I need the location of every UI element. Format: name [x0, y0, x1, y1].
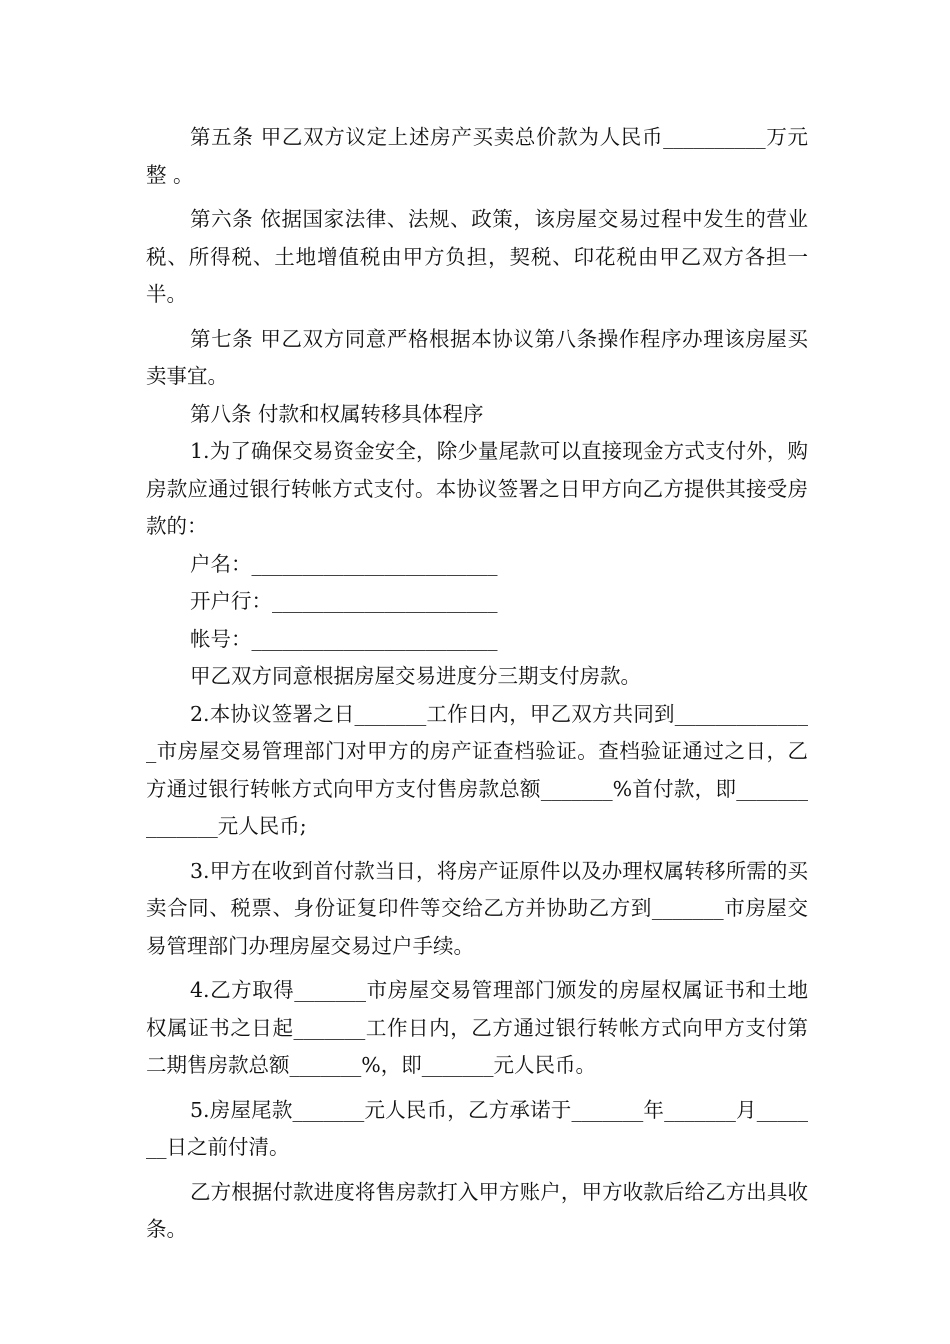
document-page — [146, 119, 808, 1249]
account-name-line: 户名：________________________ — [190, 551, 498, 576]
article-8-item-3: 3.甲方在收到首付款当日，将房产证原件以及办理权属转移所需的买卖合同、税票、身份证复印件等交给乙方并协助乙方到_______市房屋交易管理部门办理房屋交易过户手续。 — [146, 858, 808, 958]
article-8-item-1: 1.为了确保交易资金安全，除少量尾款可以直接现金方式支付外，购房款应通过银行转帐方式支付。本协议签署之日甲方向乙方提供其接受房款的： — [146, 439, 808, 538]
article-8-heading: 第八条 付款和权属转移具体程序 — [190, 401, 484, 426]
article-5: 第五条 甲乙双方议定上述房产买卖总价款为人民币__________万元整 。 — [146, 125, 808, 187]
article-8-item-5: 5.房屋尾款_______元人民币，乙方承诺于_______年_______月_______日之前付清。 — [146, 1097, 808, 1159]
article-8-item-2: 2.本协议签署之日_______工作日内，甲乙双方共同到______________市房屋交易管理部门对甲方的房产证查档验证。查档验证通过之日，乙方通过银行转帐方式向甲方支付售房款总额_______%首付款，即______________元人民币; — [146, 701, 808, 838]
account-number-line: 帐号：________________________ — [190, 626, 498, 651]
bank-line: 开户行：______________________ — [190, 589, 498, 613]
article-6: 第六条 依据国家法律、法规、政策，该房屋交易过程中发生的营业税、所得税、土地增值税由甲方负担，契税、印花税由甲乙双方各担一半。 — [146, 207, 808, 306]
installments-paragraph: 甲乙双方同意根据房屋交易进度分三期支付房款。 — [190, 664, 641, 688]
article-8-item-4: 4.乙方取得_______市房屋交易管理部门颁发的房屋权属证书和土地权属证书之日起_______工作日内，乙方通过银行转帐方式向甲方支付第二期售房款总额_______%，即_______元人民币。 — [146, 978, 808, 1077]
article-7: 第七条 甲乙双方同意严格根据本协议第八条操作程序办理该房屋买卖事宜。 — [146, 326, 808, 388]
closing-paragraph: 乙方根据付款进度将售房款打入甲方账户，甲方收款后给乙方出具收条。 — [146, 1179, 808, 1241]
